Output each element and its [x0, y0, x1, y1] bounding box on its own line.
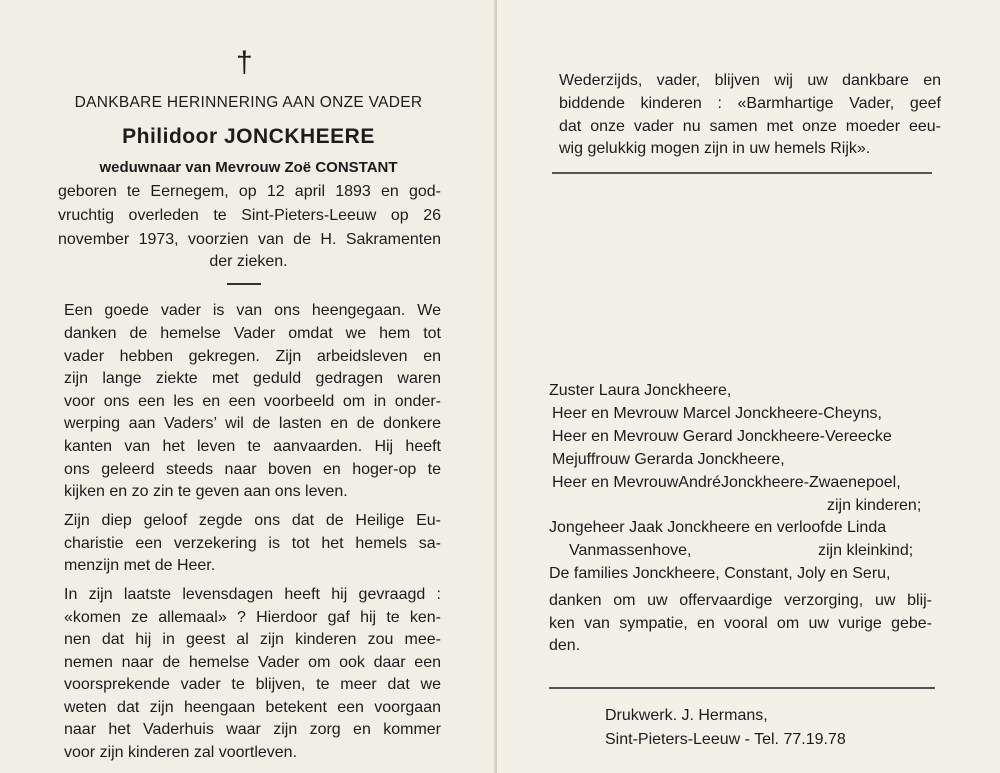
family-line: Jongeheer Jaak Jonckheere en verloofde Linda	[549, 519, 887, 536]
birth-line: geboren te Eernegem, op 12 april 1893 en god-	[58, 183, 441, 200]
para1-line: zijn lange ziekte met geduld gedragen waren	[64, 370, 441, 387]
thanks-line: den.	[549, 637, 581, 654]
para2-line: Zijn diep geloof zegde ons dat de Heilige Eu-	[64, 512, 441, 529]
para2-line: menzijn met de Heer.	[64, 557, 216, 574]
para1-line: ons geleerd steeds naar boven en hoger-op te	[64, 461, 441, 478]
thanks-line: ken van sympatie, en vooral om uw vurige gebe-	[549, 615, 932, 632]
para1-line: kijken en zo zin te geven aan ons leven.	[64, 483, 348, 500]
family-line: Vanmassenhove,	[569, 542, 692, 559]
divider	[552, 172, 932, 174]
para1-line: kanten van het leven te aanvaarden. Hij heeft	[64, 438, 441, 455]
deceased-name: Philidoor JONCKHEERE	[122, 125, 375, 148]
para3-line: voorsprekende vader te blijven, te meer dat we	[64, 676, 441, 693]
para3-line: In zijn laatste levensdagen heeft hij gevraagd :	[64, 586, 441, 603]
para3-line: voor zijn kinderen zal voortleven.	[64, 744, 298, 761]
widower-line: weduwnaar van Mevrouw Zoë CONSTANT	[99, 159, 398, 176]
short-divider	[227, 283, 261, 285]
para1-line: voor ons een les en een voorbeeld om in onder-	[64, 393, 441, 410]
para3-line: weten dat zijn heengaan betekent een voorgaan	[64, 699, 441, 716]
printer-address: Sint-Pieters-Leeuw - Tel. 77.19.78	[605, 731, 846, 748]
prayer-line: wig gelukkig mogen zijn in uw hemels Rijk».	[559, 140, 871, 157]
cross-icon: †	[236, 46, 253, 79]
para3-line: nemen naar de hemelse Vader om ook daar een	[64, 654, 441, 671]
para1-line: Een goede vader is van ons heengegaan. We	[64, 302, 441, 319]
family-line: Heer en Mevrouw Marcel Jonckheere-Cheyns,	[552, 405, 882, 422]
left-page	[0, 0, 497, 773]
prayer-line: Wederzijds, vader, blijven wij uw dankbare en	[559, 72, 941, 89]
right-page	[497, 0, 1000, 773]
family-line: De families Jonckheere, Constant, Joly en Seru,	[549, 565, 891, 582]
para1-line: danken de hemelse Vader omdat we hem tot	[64, 325, 441, 342]
thanks-line: danken om uw offervaardige verzorging, uw blij-	[549, 592, 932, 609]
birth-line: vruchtig overleden te Sint-Pieters-Leeuw op 26	[58, 207, 441, 224]
para3-line: nen dat hij in geest al zijn kinderen zou mee-	[64, 631, 441, 648]
birth-line: november 1973, voorzien van de H. Sakramenten	[58, 231, 441, 248]
family-line: Mejuffrouw Gerarda Jonckheere,	[552, 451, 785, 468]
prayer-line: biddende kinderen : «Barmhartige Vader, geef	[559, 95, 941, 112]
para3-line: naar het Vaderhuis waar zijn zorg en kommer	[64, 721, 441, 738]
para1-line: vader hebben gekregen. Zijn arbeidsleven en	[64, 348, 441, 365]
para3-line: «komen ze allemaal» ? Hierdoor gaf hij te ken-	[64, 609, 441, 626]
printer-divider	[549, 687, 935, 689]
family-line: Heer en MevrouwAndréJonckheere-Zwaenepoel,	[552, 474, 901, 491]
family-line: zijn kinderen;	[827, 497, 922, 514]
para2-line: charistie een verzekering is tot het hemels sa-	[64, 535, 441, 552]
family-line: zijn kleinkind;	[818, 542, 914, 559]
family-line: Zuster Laura Jonckheere,	[549, 382, 732, 399]
prayer-line: dat onze vader nu samen met onze moeder eeu-	[559, 118, 941, 135]
family-line: Heer en Mevrouw Gerard Jonckheere-Vereecke	[552, 428, 892, 445]
heading: DANKBARE HERINNERING AAN ONZE VADER	[74, 94, 423, 111]
para1-line: werping aan Vaders’ wil de lasten en de donkere	[64, 415, 441, 432]
printer-name: Drukwerk. J. Hermans,	[605, 707, 768, 724]
birth-line: der zieken.	[209, 253, 288, 270]
